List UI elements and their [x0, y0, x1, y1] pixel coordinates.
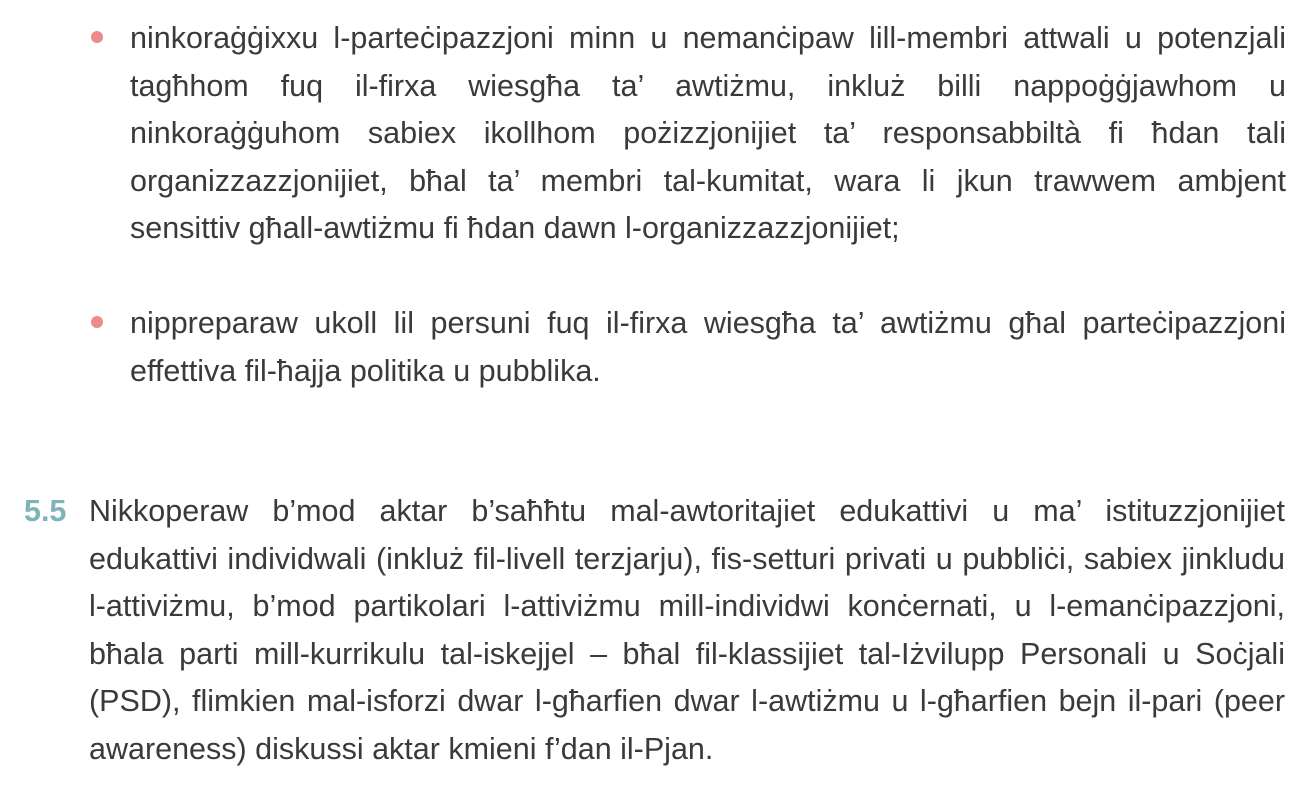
bullet-dot-icon [91, 316, 103, 328]
section-text: Nikkoperaw b’mod aktar b’saħħtu mal-awtoritajiet edukattivi u ma’ istituzzjonijiet edukattivi individwali (inkluż fil-livell terzjarju), fis-setturi privati u pubbliċi, sabiex jinkludu l-attiviżmu, b’mod partikolari l-attiviżmu mill-individwi konċernati, u l-emanċipazzjoni, bħala parti mill-kurrikulu tal-iskejjel – bħal fil-klassijiet tal-Iżvilupp Personali u Soċjali (PSD), flimkien mal-isforzi dwar l-għarfien dwar l-awtiżmu u l-għarfien bejn il-pari (peer awareness) diskussi aktar kmieni f’dan il-Pjan. [89, 494, 1285, 766]
bullet-dot-icon [91, 31, 103, 43]
section-number: 5.5 [24, 494, 67, 528]
bullet-text-1: ninkoraġġixxu l-parteċipazzjoni minn u nemanċipaw lill-membri attwali u potenzjali tagħhom fuq il-firxa wiesgħa ta’ awtiżmu, inkluż billi nappoġġjawhom u ninkoraġġuhom sabiex ikollhom pożizzjonijiet ta’ responsabbiltà fi ħdan tali organizzazzjonijiet, bħal ta’ membri tal-kumitat, wara li jkun trawwem ambjent sensittiv għall-awtiżmu fi ħdan dawn l-organizzazzjonijiet; [130, 21, 1286, 245]
bullet-text-2: nippreparaw ukoll lil persuni fuq il-firxa wiesgħa ta’ awtiżmu għal parteċipazzjoni effettiva fil-ħajja politika u pubblika. [130, 306, 1286, 388]
